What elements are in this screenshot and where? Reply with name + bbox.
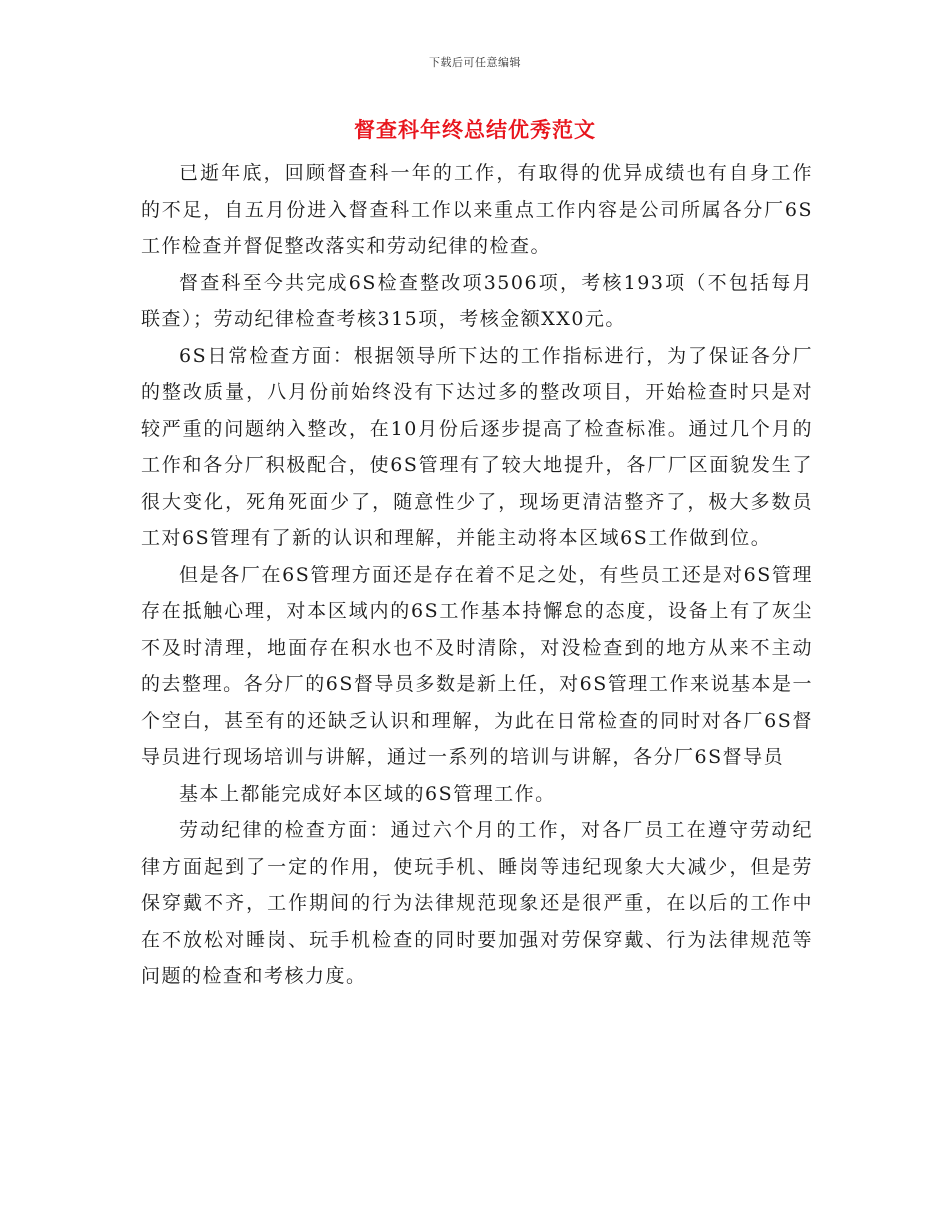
paragraph: 已逝年底，回顾督查科一年的工作，有取得的优异成绩也有自身工作的不足，自五月份进入督查科工作以来重点工作内容是公司所属各分厂6S工作检查并督促整改落实和劳动纪律的检查。 <box>141 162 813 257</box>
paragraph: 基本上都能完成好本区域的6S管理工作。 <box>179 782 556 805</box>
paragraph: 劳动纪律的检查方面：通过六个月的工作，对各厂员工在遵守劳动纪律方面起到了一定的作用，使玩手机、睡岗等违纪现象大大减少，但是劳保穿戴不齐，工作期间的行为法律规范现象还是很严重，在以后的工作中在不放松对睡岗、玩手机检查的同时要加强对劳保穿戴、行为法律规范等问题的检查和考核力度。 <box>141 819 813 987</box>
paragraph: 6S日常检查方面：根据领导所下达的工作指标进行，为了保证各分厂的整改质量，八月份前始终没有下达过多的整改项目，开始检查时只是对较严重的问题纳入整改，在10月份后逐步提高了检查标准。通过几个月的工作和各分厂积极配合，使6S管理有了较大地提升，各厂厂区面貌发生了很大变化，死角死面少了，随意性少了，现场更清洁整齐了，极大多数员工对6S管理有了新的认识和理解，并能主动将本区域6S工作做到位。 <box>141 344 813 549</box>
header-note: 下载后可任意编辑 <box>429 56 521 69</box>
document-title: 督查科年终总结优秀范文 <box>354 117 596 142</box>
paragraph: 督查科至今共完成6S检查整改项3506项，考核193项（不包括每月联查）；劳动纪律检查考核315项，考核金额XX0元。 <box>141 271 813 330</box>
document-body <box>141 155 813 995</box>
paragraph: 但是各厂在6S管理方面还是存在着不足之处，有些员工还是对6S管理存在抵触心理，对本区域内的6S工作基本持懈怠的态度，设备上有了灰尘不及时清理，地面存在积水也不及时清除，对没检查到的地方从来不主动的去整理。各分厂的6S督导员多数是新上任，对6S管理工作来说基本是一个空白，甚至有的还缺乏认识和理解，为此在日常检查的同时对各厂6S督导员进行现场培训与讲解，通过一系列的培训与讲解，各分厂6S督导员 <box>141 563 813 768</box>
